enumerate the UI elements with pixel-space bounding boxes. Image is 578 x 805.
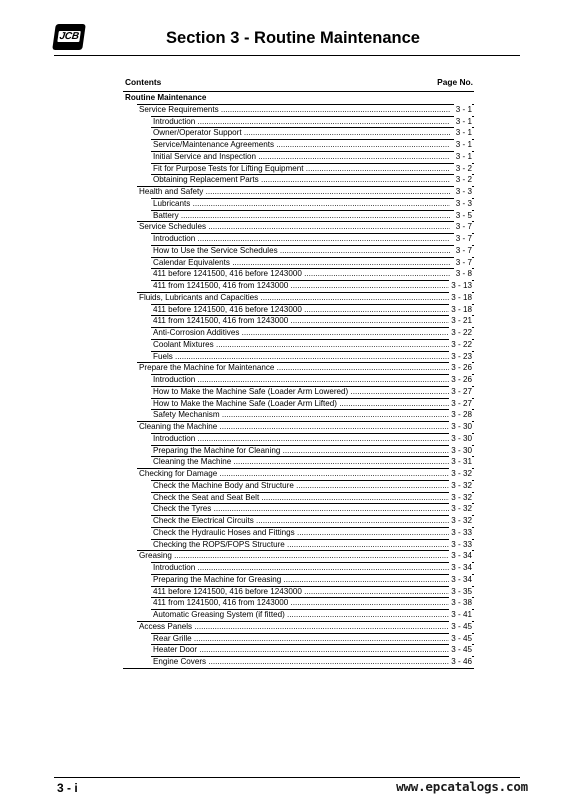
toc-entry-page: 3 - 18 [451,292,472,302]
toc-entry-title: Safety Mechanism ..... [153,409,450,421]
toc-entry-page: 3 - 3 [455,198,472,208]
toc-entry[interactable] [123,327,474,339]
toc-entry-title: Fluids, Lubricants and Capacities ..... [139,292,450,304]
toc-entry[interactable] [123,421,474,433]
toc-entry-title: Introduction ..... [153,374,450,386]
toc-entry-title: Rear Grille ..... [153,633,450,645]
toc-entry-page: 3 - 45 [451,645,472,655]
toc-entry[interactable] [123,198,474,210]
toc-entry-page: 3 - 45 [451,633,472,643]
toc-entry-page: 3 - 45 [451,621,472,631]
toc-entry-title: Heater Door ..... [153,644,450,656]
toc-entry-page: 3 - 31 [451,457,472,467]
toc-entry[interactable] [123,456,474,468]
toc-entry-page: 3 - 21 [451,316,472,326]
toc-entry-page: 3 - 1 [455,104,472,114]
toc-entry[interactable] [123,503,474,515]
toc-entry-title: Service Schedules ..... [139,221,450,233]
toc-entry-page: 3 - 32 [451,504,472,514]
toc-entry-title: Introduction ..... [153,116,450,128]
toc-entry-page: 3 - 33 [451,527,472,537]
toc-entry[interactable] [123,597,474,609]
toc-entry-title: 411 before 1241500, 416 before 1243000 ..... [153,586,450,598]
toc-entry[interactable] [123,527,474,539]
toc-entry-title: Battery ..... [153,210,450,222]
toc-entry-title: Greasing ..... [139,550,450,562]
toc-entry-title: Access Panels ..... [139,621,450,633]
toc-entry-title: Fit for Purpose Tests for Lifting Equipment ..... [153,163,450,175]
toc-entry-title: Engine Covers ..... [153,656,450,668]
toc-entry-page: 3 - 7 [455,257,472,267]
toc-entry[interactable] [123,174,474,186]
toc-entry-title: Preparing the Machine for Greasing ..... [153,574,450,586]
header-rule [54,55,520,56]
toc-entry-title: How to Make the Machine Safe (Loader Arm Lowered) ..... [153,386,450,398]
toc-entry-page: 3 - 2 [455,163,472,173]
toc-entry[interactable] [123,609,474,621]
toc-entry-page: 3 - 7 [455,222,472,232]
toc-entry[interactable] [123,386,474,398]
toc-entry-page: 3 - 41 [451,610,472,619]
toc-entry[interactable] [123,221,474,233]
jcb-logo: JCB [52,24,86,50]
toc-entry-title: How to Make the Machine Safe (Loader Arm Lifted) ..... [153,398,450,410]
toc-entry-title: Checking for Damage ..... [139,468,450,480]
toc-entry-title: Check the Hydraulic Hoses and Fittings ..... [153,527,450,539]
toc-entry-page: 3 - 32 [451,516,472,525]
toc-entry-title: Routine Maintenance [125,93,207,102]
toc-entry[interactable] [123,539,474,551]
toc-entry[interactable] [123,374,474,386]
page-title: Section 3 - Routine Maintenance [166,29,420,47]
toc-entry-page: 3 - 22 [451,328,472,337]
toc-entry[interactable] [123,351,474,363]
toc-entry-page: 3 - 26 [451,363,472,373]
contents-header [125,77,473,89]
toc-entry-page: 3 - 5 [455,210,472,220]
toc-entry-title: Health and Safety ..... [139,186,450,198]
toc-entry-title: 411 before 1241500, 416 before 1243000 ..... [153,304,450,316]
toc-entry[interactable] [123,104,474,116]
toc-entry[interactable] [123,304,474,316]
toc-entry[interactable] [123,339,474,351]
watermark: www.epcatalogs.com [396,779,528,794]
toc-entry[interactable] [123,268,474,280]
page-number-label: Page No. [437,77,473,87]
toc-section-heading [123,92,474,104]
toc-entry-title: Owner/Operator Support ..... [153,127,450,139]
toc-entry-title: Cleaning the Machine ..... [139,421,450,433]
toc-entry-title: Introduction ..... [153,433,450,445]
toc-entry-title: Fuels ..... [153,351,450,363]
toc-entry-title: Automatic Greasing System (if fitted) ..... [153,609,450,621]
toc-entry-page: 3 - 46 [451,657,472,666]
toc-entry[interactable] [123,233,474,245]
toc-entry[interactable] [123,621,474,633]
toc-entry-page: 3 - 27 [451,398,472,408]
toc-entry-page: 3 - 27 [451,386,472,396]
toc-entry-title: 411 from 1241500, 416 from 1243000 ..... [153,280,450,292]
toc-entry-page: 3 - 23 [451,351,472,361]
toc-entry-page: 3 - 30 [451,422,472,431]
toc-entry-page: 3 - 35 [451,586,472,596]
toc-entry-title: Check the Seat and Seat Belt ..... [153,492,450,504]
toc-entry-page: 3 - 13 [451,281,472,290]
toc-entry[interactable] [123,574,474,586]
toc-entry[interactable] [123,586,474,598]
toc-entry[interactable] [123,151,474,163]
toc-entry-page: 3 - 3 [455,187,472,196]
toc-entry-page: 3 - 26 [451,375,472,384]
toc-entry[interactable] [123,656,474,668]
toc-entry-title: Obtaining Replacement Parts ..... [153,174,450,186]
toc-entry-page: 3 - 34 [451,551,472,561]
toc-entry[interactable] [123,362,474,374]
toc-entry-title: Service Requirements ..... [139,104,450,116]
toc-entry[interactable] [123,515,474,527]
toc-entry-page: 3 - 22 [451,339,472,349]
toc-entry-page: 3 - 32 [451,480,472,490]
toc-entry-title: Checking the ROPS/FOPS Structure ..... [153,539,450,551]
toc-entry[interactable] [123,492,474,504]
toc-entry-title: Cleaning the Machine ..... [153,456,450,468]
contents-label: Contents [125,77,162,87]
toc-entry-page: 3 - 33 [451,539,472,549]
toc-entry-title: Check the Electrical Circuits ..... [153,515,450,527]
toc-entry-title: Anti-Corrosion Additives ..... [153,327,450,339]
table-of-contents [123,91,474,669]
toc-entry[interactable] [123,280,474,292]
toc-entry[interactable] [123,445,474,457]
toc-entry-title: 411 before 1241500, 416 before 1243000 ..... [153,268,450,280]
toc-entry-page: 3 - 8 [455,269,472,279]
toc-entry-page: 3 - 30 [451,433,472,443]
toc-entry-page: 3 - 1 [455,140,472,149]
toc-entry-title: Preparing the Machine for Cleaning ..... [153,445,450,457]
toc-entry-page: 3 - 1 [455,128,472,138]
footer-rule [54,777,520,778]
toc-entry-page: 3 - 1 [455,151,472,161]
toc-entry[interactable] [123,245,474,257]
toc-entry[interactable] [123,186,474,198]
toc-entry[interactable] [123,480,474,492]
toc-entry[interactable] [123,127,474,139]
toc-entry-page: 3 - 7 [455,234,472,243]
toc-entry-title: Coolant Mixtures ..... [153,339,450,351]
toc-entry[interactable] [123,139,474,151]
toc-entry[interactable] [123,257,474,269]
toc-entry[interactable] [123,116,474,128]
toc-entry-title: 411 from 1241500, 416 from 1243000 ..... [153,315,450,327]
toc-entry-page: 3 - 18 [451,304,472,314]
footer-page-number: 3 - i [57,781,78,795]
toc-entry-page: 3 - 34 [451,563,472,572]
toc-entry-title: Initial Service and Inspection ..... [153,151,450,163]
toc-entry[interactable] [123,644,474,656]
toc-entry-title: Check the Machine Body and Structure ..... [153,480,450,492]
toc-entry[interactable] [123,292,474,304]
toc-entry[interactable] [123,210,474,222]
toc-entry-title: Service/Maintenance Agreements ..... [153,139,450,151]
toc-entry-page: 3 - 38 [451,598,472,608]
toc-entry[interactable] [123,433,474,445]
toc-entry-page: 3 - 32 [451,469,472,478]
toc-entry-page: 3 - 30 [451,445,472,455]
toc-entry[interactable] [123,550,474,562]
toc-entry-page: 3 - 2 [455,175,472,185]
toc-entry-title: How to Use the Service Schedules ..... [153,245,450,257]
toc-entry[interactable] [123,409,474,421]
toc-entry-title: Introduction ..... [153,562,450,574]
toc-entry-title: Check the Tyres ..... [153,503,450,515]
toc-entry-title: Introduction ..... [153,233,450,245]
toc-entry-title: Lubricants ..... [153,198,450,210]
toc-entry[interactable] [123,398,474,410]
toc-entry[interactable] [123,163,474,175]
toc-entry[interactable] [123,633,474,645]
toc-entry-title: 411 from 1241500, 416 from 1243000 ..... [153,597,450,609]
toc-entry[interactable] [123,315,474,327]
toc-entry-page: 3 - 1 [455,116,472,126]
toc-entry-page: 3 - 7 [455,245,472,255]
toc-entry-title: Prepare the Machine for Maintenance ..... [139,362,450,374]
toc-entry[interactable] [123,468,474,480]
toc-entry-page: 3 - 28 [451,410,472,420]
toc-entry-title: Calendar Equivalents ..... [153,257,450,269]
toc-entry-page: 3 - 34 [451,574,472,584]
toc-entry[interactable] [123,562,474,574]
toc-entry-page: 3 - 32 [451,492,472,502]
